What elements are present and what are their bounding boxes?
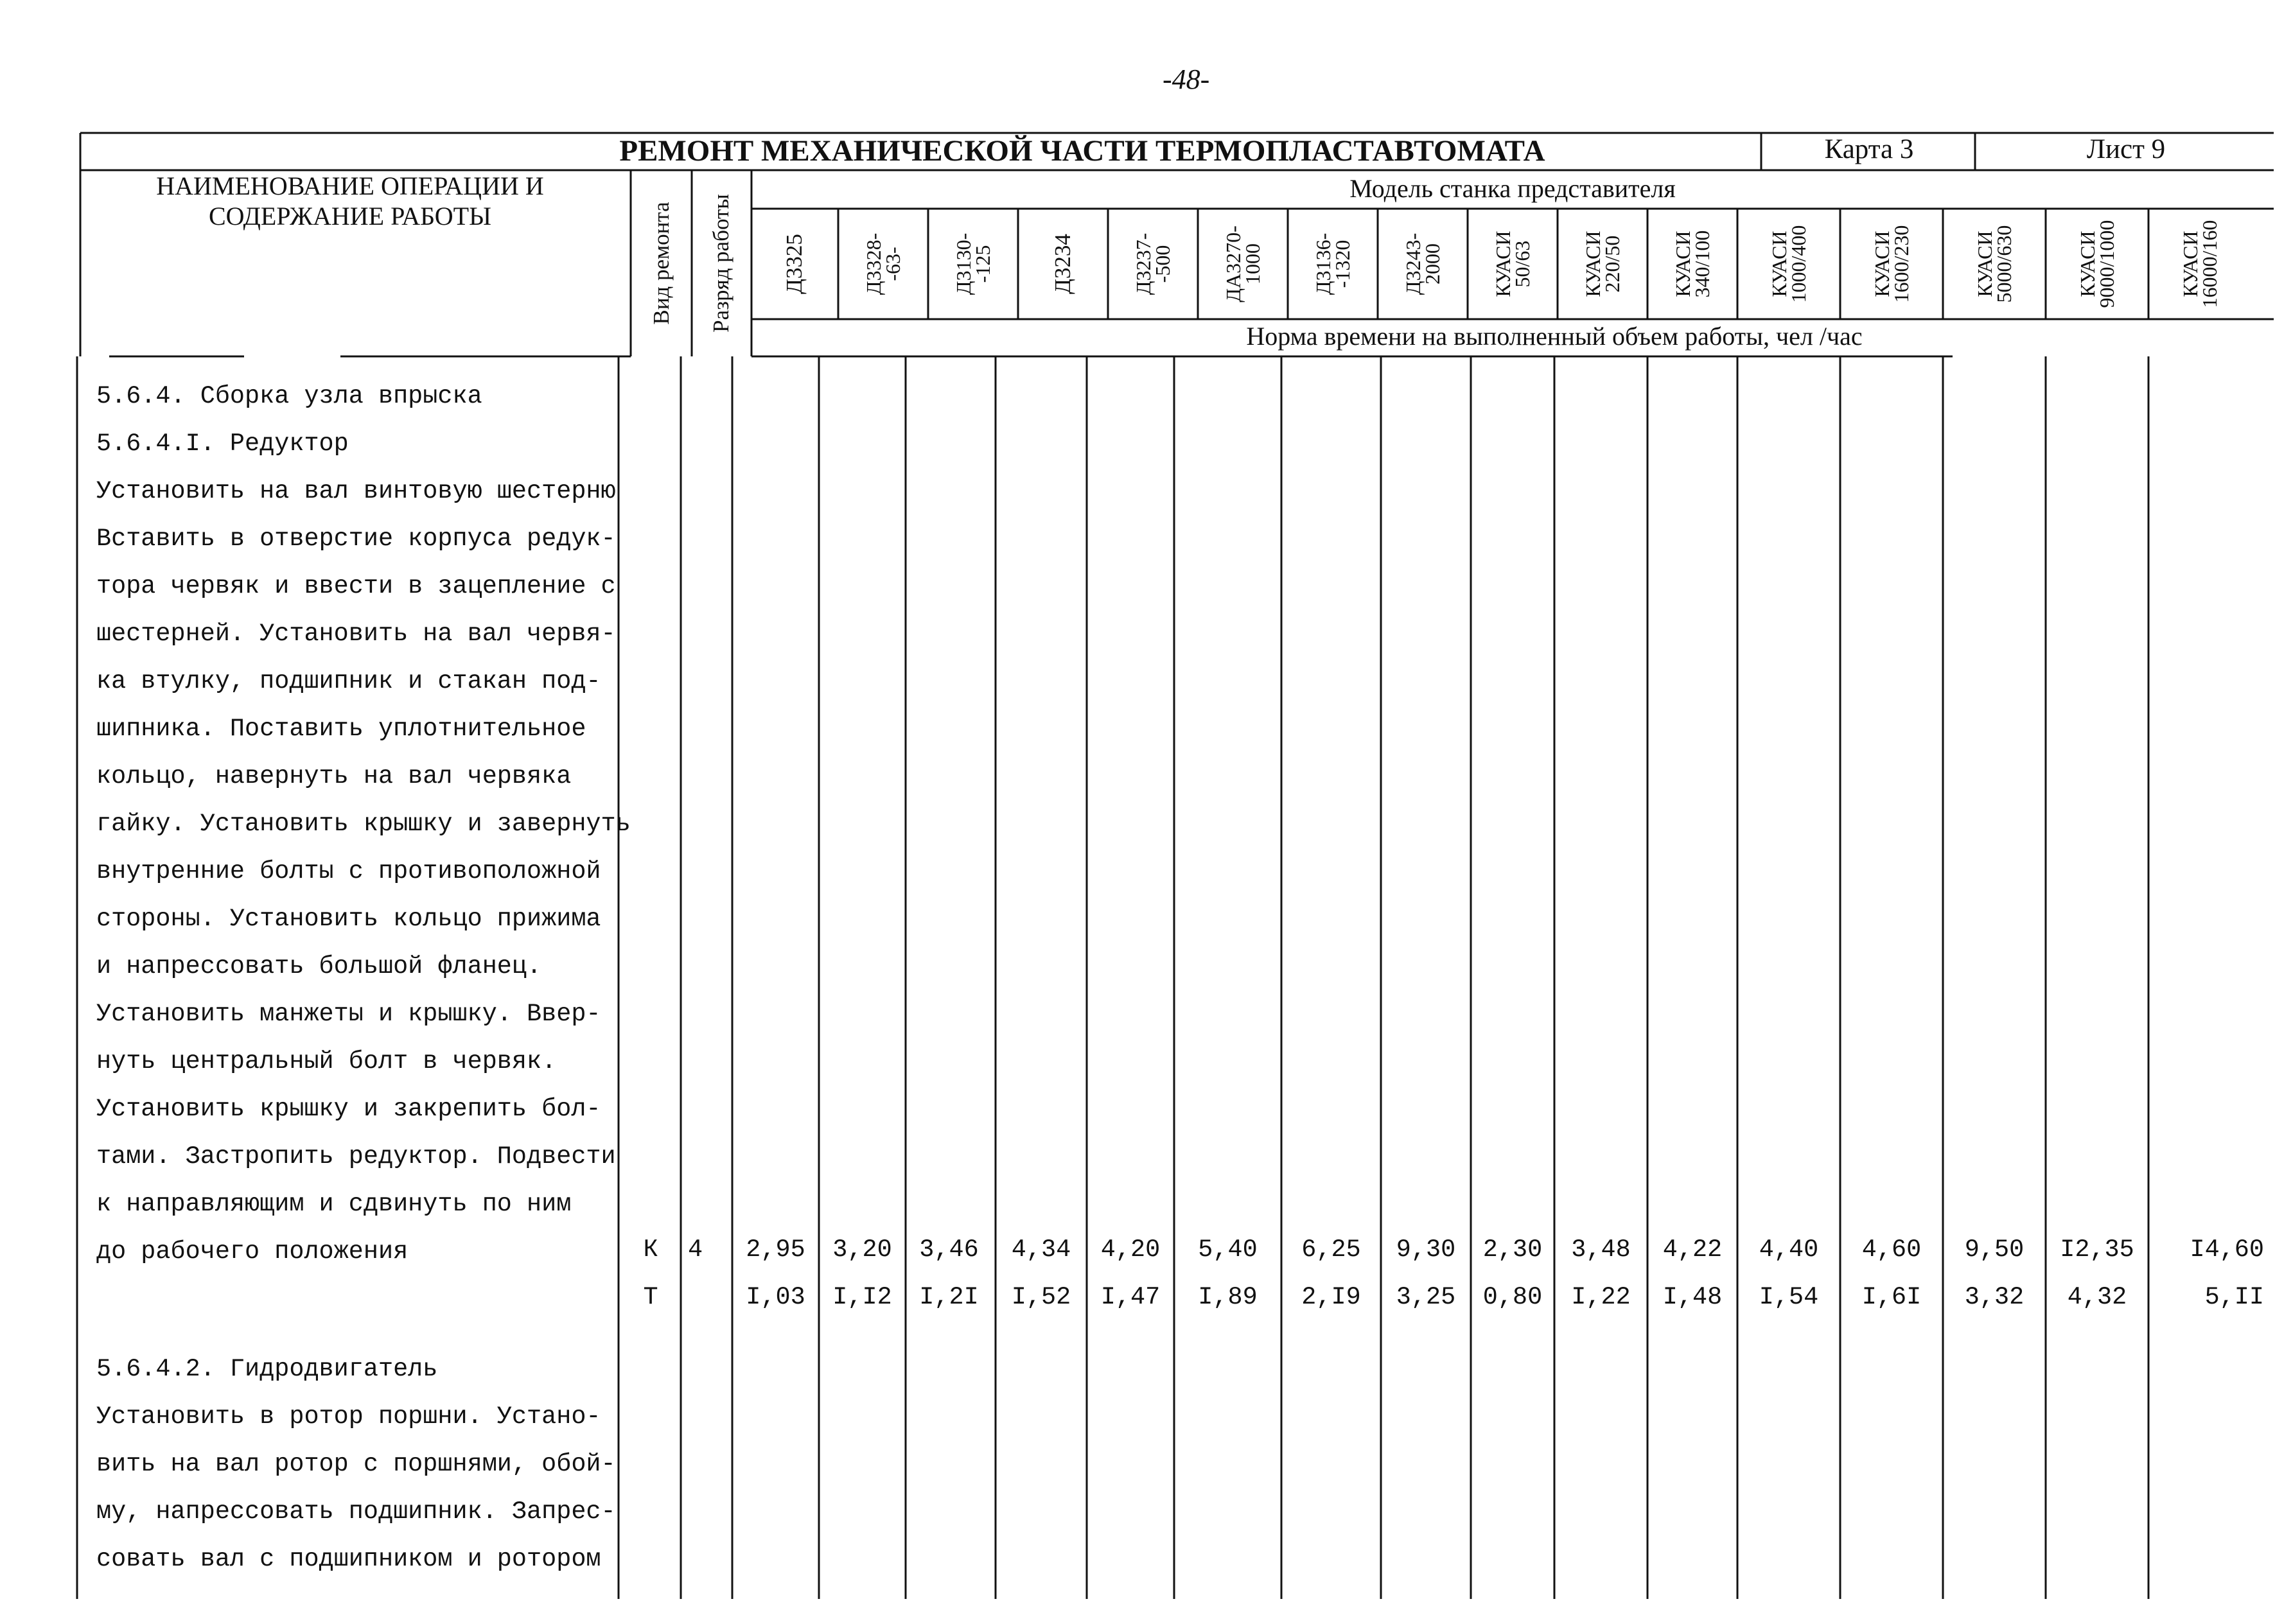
operation-line: и напрессовать большой фланец.: [96, 952, 542, 981]
value-cell: I,6I: [1861, 1283, 1922, 1311]
value-cell: 4,40: [1759, 1235, 1819, 1264]
work-grade-header: Разряд работы: [708, 194, 733, 333]
value-cell: 4,60: [1861, 1235, 1922, 1264]
sheet-number: Лист 9: [2086, 134, 2166, 164]
value-cell: 4,22: [1662, 1235, 1723, 1264]
grade-cell: 4: [687, 1235, 703, 1264]
operation-line: 5.6.4.I. Редуктор: [96, 430, 349, 458]
operation-line: тора червяк и ввести в зацепление с: [96, 572, 616, 600]
model-header-cell: Д3234: [1050, 234, 1075, 294]
model-header-cell: КУАСИ 16000/160: [2179, 220, 2221, 308]
value-cell: I,I2: [832, 1283, 892, 1311]
model-header-cell: КУАСИ 9000/1000: [2076, 220, 2118, 308]
model-header-cell: Д3243-2000: [1401, 232, 1444, 295]
value-cell: 0,80: [1482, 1283, 1543, 1311]
value-cell: 4,34: [1011, 1235, 1071, 1264]
value-cell: 5,40: [1198, 1235, 1258, 1264]
value-cell: 3,48: [1571, 1235, 1631, 1264]
operation-line: Установить в ротор поршни. Устано-: [96, 1402, 601, 1431]
model-header-cell: КУАСИ 220/50: [1581, 231, 1624, 297]
operation-line: тами. Застропить редуктор. Подвести: [96, 1142, 616, 1171]
operation-line: шестерней. Установить на вал червя-: [96, 620, 616, 648]
value-cell: 3,46: [919, 1235, 979, 1264]
operation-line: Вставить в отверстие корпуса редук-: [96, 525, 616, 553]
operation-line: до рабочего положения: [96, 1237, 408, 1266]
operation-line: му, напрессовать подшипник. Запрес-: [96, 1497, 616, 1526]
value-cell: I,03: [746, 1283, 805, 1311]
operation-line: совать вал с подшипником и ротором: [96, 1545, 601, 1573]
model-header-cell: КУАСИ 5000/630: [1973, 225, 2016, 303]
operation-line: Установить манжеты и крышку. Ввер-: [96, 1000, 601, 1028]
model-header-cell: КУАСИ 1600/230: [1870, 225, 1913, 303]
value-cell: 3,32: [1964, 1283, 2025, 1311]
value-cell: 6,25: [1301, 1235, 1361, 1264]
repair-type-header: Вид ремонта: [649, 202, 674, 325]
repair-type-cell: Т: [643, 1283, 658, 1311]
value-cell: 2,I9: [1301, 1283, 1361, 1311]
value-cell: 3,20: [832, 1235, 892, 1264]
value-cell: I,48: [1662, 1283, 1723, 1311]
value-cell: 9,50: [1964, 1235, 2025, 1264]
value-cell: 4,20: [1100, 1235, 1161, 1264]
model-header-cell: Д3328--63-: [862, 232, 904, 295]
model-header-cell: Д3130--125: [952, 232, 994, 295]
model-header-cell: КУАСИ 340/100: [1671, 230, 1714, 298]
value-cell: 2,95: [746, 1235, 805, 1264]
model-header-cell: Д3136--1320: [1312, 232, 1354, 295]
operation-line: кольцо, навернуть на вал червяка: [96, 762, 572, 790]
operation-line: Установить на вал винтовую шестерню: [96, 477, 616, 505]
operation-line: 5.6.4.2. Гидродвигатель: [96, 1355, 438, 1383]
repair-type-cell: К: [643, 1235, 658, 1264]
operation-line: ка втулку, подшипник и стакан под-: [96, 667, 601, 695]
value-cell: I,54: [1759, 1283, 1819, 1311]
value-cell: I,22: [1571, 1283, 1631, 1311]
page-number: -48-: [1163, 64, 1210, 95]
value-cell: I,52: [1011, 1283, 1071, 1311]
model-header-cell: Д3237--500: [1132, 232, 1174, 295]
value-cell: 5,II: [2204, 1283, 2264, 1311]
operation-line: шипника. Поставить уплотнительное: [96, 715, 586, 743]
value-cell: I2,35: [2060, 1235, 2134, 1264]
value-cell: I,89: [1198, 1283, 1258, 1311]
value-cell: 9,30: [1396, 1235, 1456, 1264]
operation-line: вить на вал ротор с поршнями, обой-: [96, 1450, 616, 1478]
value-cell: I,2I: [919, 1283, 979, 1311]
value-cell: 4,32: [2067, 1283, 2127, 1311]
model-header-cell: ДА3270-1000: [1222, 225, 1264, 302]
operation-line: стороны. Установить кольцо прижима: [96, 905, 601, 933]
operation-line: гайку. Установить крышку и завернуть: [96, 810, 631, 838]
operation-line: Установить крышку и закрепить бол-: [96, 1095, 601, 1123]
model-header-cell: КУАСИ 50/63: [1491, 231, 1534, 297]
document-title: РЕМОНТ МЕХАНИЧЕСКОЙ ЧАСТИ ТЕРМОПЛАСТАВТОМАТА: [619, 134, 1545, 168]
value-cell: I4,60: [2190, 1235, 2264, 1264]
model-header-cell: КУАСИ 1000/400: [1768, 225, 1810, 303]
operation-line: внутренние болты с противоположной: [96, 857, 601, 886]
value-cell: 2,30: [1482, 1235, 1543, 1264]
operation-column-header: НАИМЕНОВАНИЕ ОПЕРАЦИИ И СОДЕРЖАНИЕ РАБОТЫ: [156, 171, 544, 231]
operation-line: к направляющим и сдвинуть по ним: [96, 1190, 572, 1218]
value-cell: 3,25: [1396, 1283, 1456, 1311]
model-header: Модель станка представителя: [1349, 174, 1676, 203]
card-number: Карта 3: [1824, 134, 1914, 164]
operation-line: нуть центральный болт в червяк.: [96, 1047, 557, 1076]
value-cell: I,47: [1100, 1283, 1161, 1311]
model-header-cell: Д3325: [782, 234, 807, 294]
operation-line: 5.6.4. Сборка узла впрыска: [96, 382, 482, 410]
norm-header: Норма времени на выполненный объем работы, чел /час: [1246, 322, 1863, 351]
